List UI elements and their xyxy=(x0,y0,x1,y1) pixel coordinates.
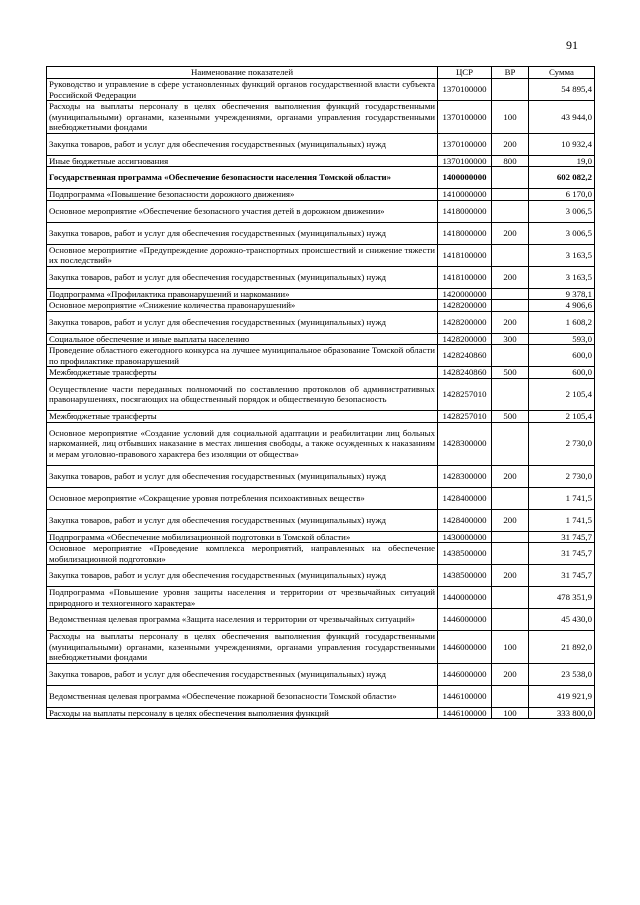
cell-vr: 300 xyxy=(492,333,529,345)
cell-name: Основное мероприятие «Обеспечение безопасного участия детей в дорожном движении» xyxy=(47,200,438,222)
budget-table xyxy=(46,66,595,719)
cell-sum: 2 730,0 xyxy=(529,422,595,465)
cell-sum: 2 730,0 xyxy=(529,465,595,487)
cell-vr xyxy=(492,543,529,565)
table-row xyxy=(47,487,595,509)
cell-name: Закупка товаров, работ и услуг для обеспечения государственных (муниципальных) нужд xyxy=(47,222,438,244)
table-row xyxy=(47,378,595,411)
cell-csr: 1428257010 xyxy=(438,378,492,411)
cell-name: Иные бюджетные ассигнования xyxy=(47,155,438,167)
header-name: Наименование показателей xyxy=(47,67,438,79)
table-row xyxy=(47,101,595,134)
cell-csr: 1440000000 xyxy=(438,587,492,609)
table-row xyxy=(47,565,595,587)
table-row xyxy=(47,663,595,685)
table-row xyxy=(47,288,595,300)
cell-csr: 1428240860 xyxy=(438,367,492,379)
cell-name: Расходы на выплаты персоналу в целях обеспечения выполнения функций xyxy=(47,707,438,719)
table-row xyxy=(47,465,595,487)
cell-sum: 2 105,4 xyxy=(529,411,595,423)
cell-name: Межбюджетные трансферты xyxy=(47,411,438,423)
cell-csr: 1428400000 xyxy=(438,487,492,509)
cell-csr: 1400000000 xyxy=(438,167,492,189)
cell-vr: 100 xyxy=(492,707,529,719)
table-row xyxy=(47,685,595,707)
cell-sum: 1 741,5 xyxy=(529,509,595,531)
table-row xyxy=(47,266,595,288)
cell-sum: 9 378,1 xyxy=(529,288,595,300)
table-row xyxy=(47,587,595,609)
cell-vr xyxy=(492,587,529,609)
table-row xyxy=(47,333,595,345)
cell-vr: 500 xyxy=(492,411,529,423)
page-number: 91 xyxy=(566,38,578,52)
table-row xyxy=(47,631,595,664)
cell-vr xyxy=(492,79,529,101)
table-row xyxy=(47,244,595,266)
cell-vr xyxy=(492,288,529,300)
cell-vr xyxy=(492,531,529,543)
cell-csr: 1428300000 xyxy=(438,422,492,465)
cell-name: Расходы на выплаты персоналу в целях обеспечения выполнения функций государственными (муниципальными) органами, казенными учреждениями, органами управления государственными внебюджетными фондами xyxy=(47,631,438,664)
cell-csr: 1428257010 xyxy=(438,411,492,423)
cell-name: Основное мероприятие «Проведение комплекса мероприятий, направленных на обеспечение мобилизационной подготовки» xyxy=(47,543,438,565)
cell-csr: 1446000000 xyxy=(438,609,492,631)
table-row xyxy=(47,411,595,423)
table-body xyxy=(47,79,595,719)
cell-name: Основное мероприятие «Предупреждение дорожно-транспортных происшествий и снижение тяжести их последствий» xyxy=(47,244,438,266)
header-sum: Сумма xyxy=(529,67,595,79)
cell-name: Подпрограмма «Обеспечение мобилизационной подготовки в Томской области» xyxy=(47,531,438,543)
cell-csr: 1428400000 xyxy=(438,509,492,531)
cell-vr xyxy=(492,300,529,312)
cell-vr: 100 xyxy=(492,101,529,134)
cell-vr: 200 xyxy=(492,663,529,685)
cell-sum: 31 745,7 xyxy=(529,531,595,543)
cell-csr: 1420000000 xyxy=(438,288,492,300)
cell-sum: 1 741,5 xyxy=(529,487,595,509)
cell-name: Закупка товаров, работ и услуг для обеспечения государственных (муниципальных) нужд xyxy=(47,509,438,531)
table-row xyxy=(47,311,595,333)
cell-sum: 3 163,5 xyxy=(529,244,595,266)
cell-vr xyxy=(492,378,529,411)
table-row xyxy=(47,422,595,465)
cell-sum: 23 538,0 xyxy=(529,663,595,685)
cell-vr xyxy=(492,609,529,631)
table-row xyxy=(47,222,595,244)
cell-sum: 54 895,4 xyxy=(529,79,595,101)
cell-vr: 200 xyxy=(492,465,529,487)
cell-sum: 45 430,0 xyxy=(529,609,595,631)
cell-csr: 1446000000 xyxy=(438,631,492,664)
cell-sum: 31 745,7 xyxy=(529,565,595,587)
cell-name: Подпрограмма «Повышение уровня защиты населения и территории от чрезвычайных ситуаций природного и техногенного характера» xyxy=(47,587,438,609)
cell-csr: 1370100000 xyxy=(438,101,492,134)
cell-name: Закупка товаров, работ и услуг для обеспечения государственных (муниципальных) нужд xyxy=(47,663,438,685)
cell-sum: 21 892,0 xyxy=(529,631,595,664)
cell-csr: 1410000000 xyxy=(438,189,492,201)
cell-name: Закупка товаров, работ и услуг для обеспечения государственных (муниципальных) нужд xyxy=(47,565,438,587)
cell-sum: 19,0 xyxy=(529,155,595,167)
cell-name: Закупка товаров, работ и услуг для обеспечения государственных (муниципальных) нужд xyxy=(47,311,438,333)
cell-vr xyxy=(492,200,529,222)
cell-vr xyxy=(492,189,529,201)
table-row xyxy=(47,133,595,155)
cell-name: Закупка товаров, работ и услуг для обеспечения государственных (муниципальных) нужд xyxy=(47,133,438,155)
cell-sum: 43 944,0 xyxy=(529,101,595,134)
cell-sum: 333 800,0 xyxy=(529,707,595,719)
table-header-row xyxy=(47,67,595,79)
table-row xyxy=(47,79,595,101)
header-csr: ЦСР xyxy=(438,67,492,79)
cell-csr: 1418100000 xyxy=(438,266,492,288)
cell-csr: 1428300000 xyxy=(438,465,492,487)
cell-vr: 500 xyxy=(492,367,529,379)
cell-vr: 200 xyxy=(492,565,529,587)
table-row xyxy=(47,345,595,367)
cell-vr: 800 xyxy=(492,155,529,167)
cell-csr: 1418100000 xyxy=(438,244,492,266)
cell-name: Подпрограмма «Профилактика правонарушений и наркомании» xyxy=(47,288,438,300)
cell-csr: 1446100000 xyxy=(438,707,492,719)
cell-csr: 1438500000 xyxy=(438,565,492,587)
header-vr: ВР xyxy=(492,67,529,79)
cell-csr: 1446100000 xyxy=(438,685,492,707)
cell-sum: 600,0 xyxy=(529,367,595,379)
table-row xyxy=(47,200,595,222)
cell-sum: 602 082,2 xyxy=(529,167,595,189)
cell-sum: 3 006,5 xyxy=(529,200,595,222)
cell-vr xyxy=(492,345,529,367)
table-row xyxy=(47,531,595,543)
cell-vr: 200 xyxy=(492,266,529,288)
cell-vr: 200 xyxy=(492,133,529,155)
table-row xyxy=(47,300,595,312)
cell-name: Основное мероприятие «Создание условий для социальной адаптации и реабилитации лиц больных наркоманией, лиц отбывших наказание в местах лишения свободы, а также осужденных к наказаниям и мерам уголовно-правового характера без изоляции от общества» xyxy=(47,422,438,465)
cell-name: Межбюджетные трансферты xyxy=(47,367,438,379)
cell-sum: 593,0 xyxy=(529,333,595,345)
cell-csr: 1428200000 xyxy=(438,300,492,312)
cell-sum: 419 921,9 xyxy=(529,685,595,707)
cell-name: Проведение областного ежегодного конкурса на лучшее муниципальное образование Томской области по профилактике правонарушений xyxy=(47,345,438,367)
cell-csr: 1430000000 xyxy=(438,531,492,543)
cell-vr xyxy=(492,244,529,266)
cell-sum: 600,0 xyxy=(529,345,595,367)
cell-vr xyxy=(492,487,529,509)
table-row xyxy=(47,189,595,201)
cell-csr: 1370100000 xyxy=(438,79,492,101)
cell-sum: 1 608,2 xyxy=(529,311,595,333)
cell-name: Закупка товаров, работ и услуг для обеспечения государственных (муниципальных) нужд xyxy=(47,266,438,288)
cell-sum: 31 745,7 xyxy=(529,543,595,565)
cell-vr: 200 xyxy=(492,509,529,531)
cell-csr: 1428240860 xyxy=(438,345,492,367)
cell-name: Руководство и управление в сфере установленных функций органов государственной власти субъекта Российской Федерации xyxy=(47,79,438,101)
cell-csr: 1370100000 xyxy=(438,133,492,155)
table-row xyxy=(47,543,595,565)
cell-name: Осуществление части переданных полномочий по составлению протоколов об административных правонарушениях, посягающих на общественный порядок и общественную безопасность xyxy=(47,378,438,411)
cell-sum: 3 163,5 xyxy=(529,266,595,288)
table-row xyxy=(47,155,595,167)
cell-sum: 2 105,4 xyxy=(529,378,595,411)
cell-name: Подпрограмма «Повышение безопасности дорожного движения» xyxy=(47,189,438,201)
cell-csr: 1446000000 xyxy=(438,663,492,685)
cell-sum: 6 170,0 xyxy=(529,189,595,201)
cell-vr: 200 xyxy=(492,311,529,333)
cell-csr: 1370100000 xyxy=(438,155,492,167)
cell-sum: 10 932,4 xyxy=(529,133,595,155)
cell-name: Закупка товаров, работ и услуг для обеспечения государственных (муниципальных) нужд xyxy=(47,465,438,487)
cell-csr: 1438500000 xyxy=(438,543,492,565)
cell-sum: 4 906,6 xyxy=(529,300,595,312)
cell-name: Социальное обеспечение и иные выплаты населению xyxy=(47,333,438,345)
cell-csr: 1428200000 xyxy=(438,333,492,345)
cell-sum: 478 351,9 xyxy=(529,587,595,609)
cell-vr: 100 xyxy=(492,631,529,664)
cell-name: Ведомственная целевая программа «Защита населения и территории от чрезвычайных ситуаций» xyxy=(47,609,438,631)
cell-name: Основное мероприятие «Сокращение уровня потребления психоактивных веществ» xyxy=(47,487,438,509)
table-row xyxy=(47,367,595,379)
cell-vr xyxy=(492,167,529,189)
cell-vr xyxy=(492,685,529,707)
table-row xyxy=(47,707,595,719)
cell-vr xyxy=(492,422,529,465)
table-row xyxy=(47,167,595,189)
cell-sum: 3 006,5 xyxy=(529,222,595,244)
cell-name: Расходы на выплаты персоналу в целях обеспечения выполнения функций государственными (муниципальными) органами, казенными учреждениями, органами управления государственными внебюджетными фондами xyxy=(47,101,438,134)
cell-name: Ведомственная целевая программа «Обеспечение пожарной безопасности Томской области» xyxy=(47,685,438,707)
cell-csr: 1418000000 xyxy=(438,222,492,244)
table-row xyxy=(47,509,595,531)
cell-csr: 1428200000 xyxy=(438,311,492,333)
cell-name: Основное мероприятие «Снижение количества правонарушений» xyxy=(47,300,438,312)
cell-vr: 200 xyxy=(492,222,529,244)
cell-name: Государственная программа «Обеспечение безопасности населения Томской области» xyxy=(47,167,438,189)
cell-csr: 1418000000 xyxy=(438,200,492,222)
table-row xyxy=(47,609,595,631)
